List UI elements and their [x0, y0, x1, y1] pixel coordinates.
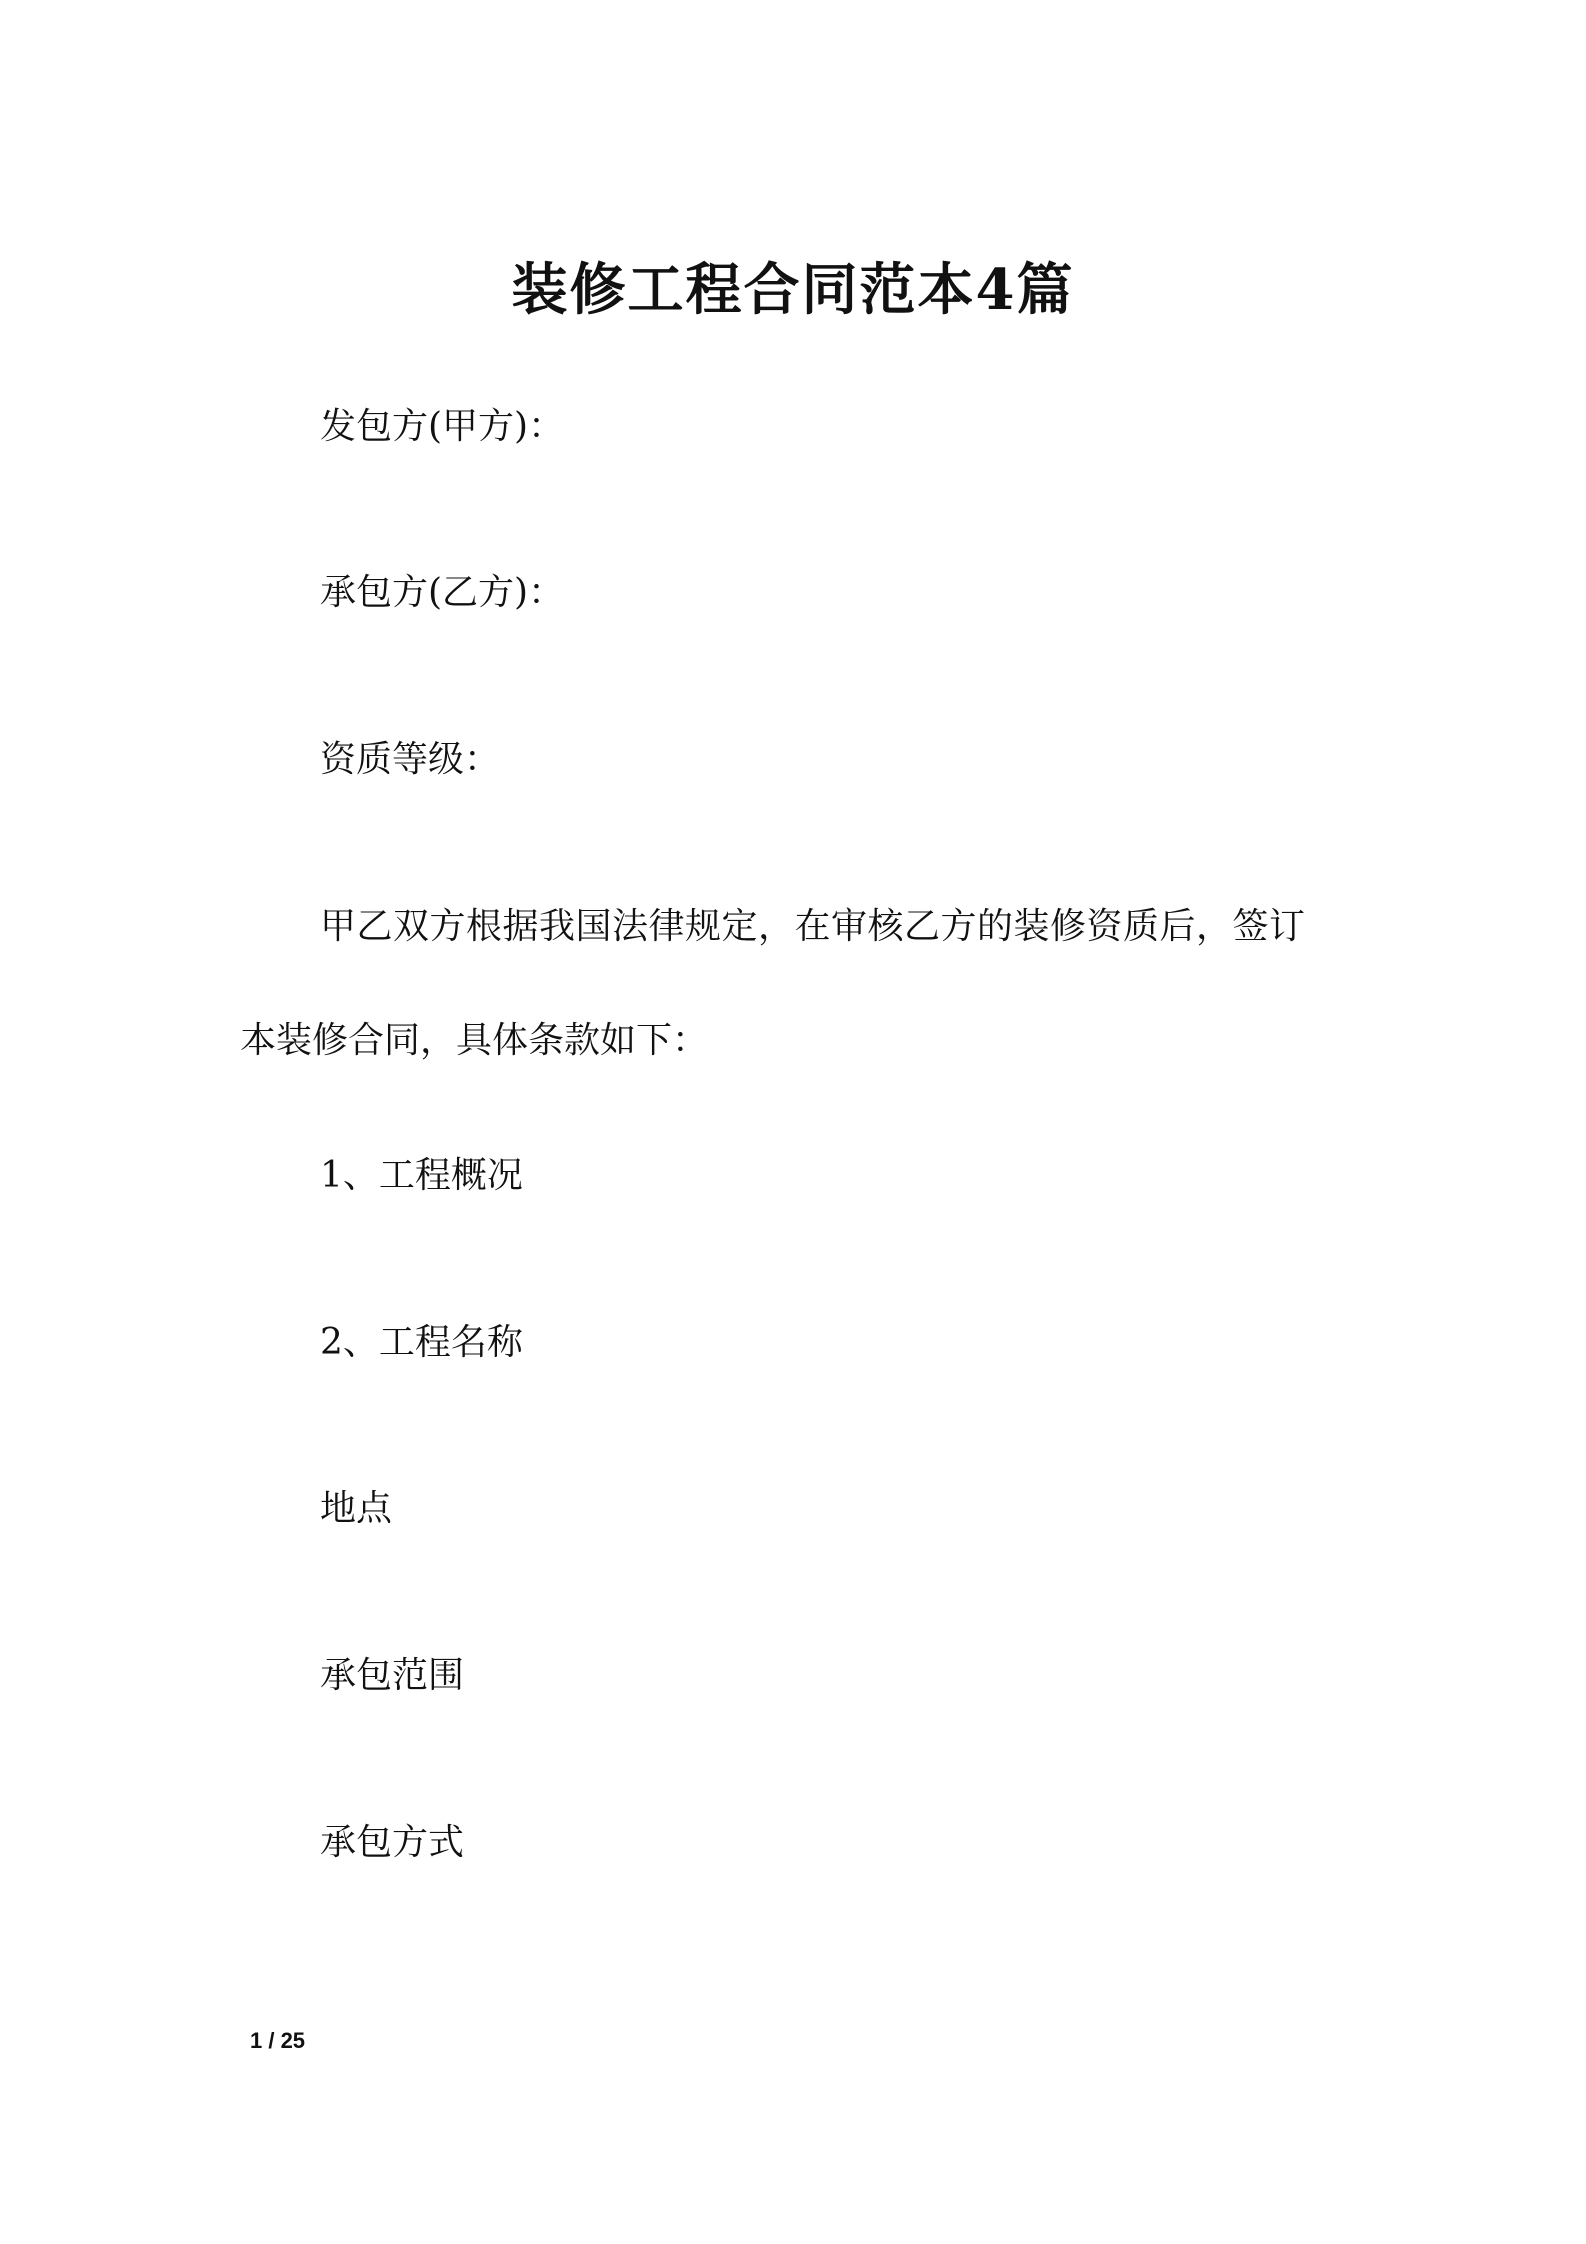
intro-line-2: 本装修合同，具体条款如下： — [240, 1020, 709, 1061]
item-project-name: 2、工程名称 — [320, 1322, 523, 1363]
intro-paragraph — [240, 900, 1350, 1068]
document-title: 装修工程合同范本4篇 — [511, 257, 1075, 323]
party-a-label: 发包方(甲方)： — [320, 406, 565, 447]
item-location: 地点 — [320, 1488, 393, 1529]
page-indicator: 1 / 25 — [250, 2028, 306, 2053]
item-project-overview: 1、工程概况 — [320, 1155, 523, 1196]
party-b-label: 承包方(乙方)： — [320, 572, 565, 613]
item-scope: 承包范围 — [320, 1655, 465, 1696]
item-method: 承包方式 — [320, 1822, 465, 1863]
intro-line-1: 甲乙双方根据我国法律规定，在审核乙方的装修资质后，签订 — [320, 906, 1306, 947]
qualification-label: 资质等级： — [320, 739, 501, 780]
